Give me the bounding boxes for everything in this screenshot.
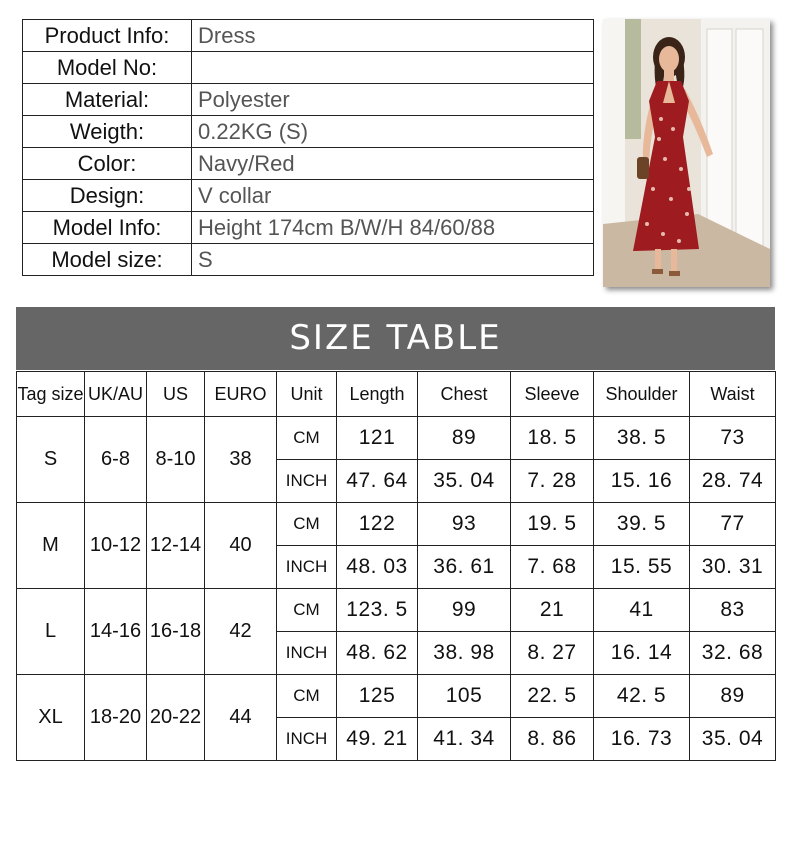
column-header: Sleeve bbox=[511, 372, 594, 417]
waist-cell: 32. 68 bbox=[690, 632, 776, 675]
unit-cell: INCH bbox=[277, 546, 337, 589]
info-value: V collar bbox=[192, 180, 594, 212]
sleeve-cell: 21 bbox=[511, 589, 594, 632]
sleeve-cell: 18. 5 bbox=[511, 417, 594, 460]
shoulder-cell: 16. 73 bbox=[594, 718, 690, 761]
info-label: Model Info: bbox=[23, 212, 192, 244]
unit-cell: INCH bbox=[277, 460, 337, 503]
info-value: Navy/Red bbox=[192, 148, 594, 180]
chest-cell: 36. 61 bbox=[418, 546, 511, 589]
size-table bbox=[16, 371, 776, 761]
us-size-cell: 8-10 bbox=[147, 417, 205, 503]
length-cell: 48. 62 bbox=[337, 632, 418, 675]
waist-cell: 30. 31 bbox=[690, 546, 776, 589]
euro-size-cell: 42 bbox=[205, 589, 277, 675]
chest-cell: 105 bbox=[418, 675, 511, 718]
us-size-cell: 12-14 bbox=[147, 503, 205, 589]
column-header: Unit bbox=[277, 372, 337, 417]
column-header: EURO bbox=[205, 372, 277, 417]
info-value bbox=[192, 52, 594, 84]
product-info-table bbox=[22, 19, 594, 276]
info-value: Height 174cm B/W/H 84/60/88 bbox=[192, 212, 594, 244]
unit-cell: CM bbox=[277, 503, 337, 546]
info-row bbox=[23, 180, 594, 212]
euro-size-cell: 44 bbox=[205, 675, 277, 761]
product-info-body bbox=[23, 20, 594, 276]
info-value: 0.22KG (S) bbox=[192, 116, 594, 148]
sleeve-cell: 7. 28 bbox=[511, 460, 594, 503]
info-label: Design: bbox=[23, 180, 192, 212]
sleeve-cell: 8. 27 bbox=[511, 632, 594, 675]
unit-cell: INCH bbox=[277, 632, 337, 675]
length-cell: 121 bbox=[337, 417, 418, 460]
size-row-cm bbox=[17, 503, 776, 546]
shoulder-cell: 15. 55 bbox=[594, 546, 690, 589]
chest-cell: 41. 34 bbox=[418, 718, 511, 761]
size-row-cm bbox=[17, 417, 776, 460]
unit-cell: INCH bbox=[277, 718, 337, 761]
column-header: Tag size bbox=[17, 372, 85, 417]
waist-cell: 83 bbox=[690, 589, 776, 632]
info-label: Model No: bbox=[23, 52, 192, 84]
info-row bbox=[23, 148, 594, 180]
size-row-cm bbox=[17, 675, 776, 718]
info-value: S bbox=[192, 244, 594, 276]
info-row bbox=[23, 116, 594, 148]
length-cell: 122 bbox=[337, 503, 418, 546]
info-label: Model size: bbox=[23, 244, 192, 276]
waist-cell: 89 bbox=[690, 675, 776, 718]
model-photo bbox=[603, 19, 770, 287]
info-row bbox=[23, 52, 594, 84]
size-table-body bbox=[17, 417, 776, 761]
shoulder-cell: 42. 5 bbox=[594, 675, 690, 718]
tag-size-cell: L bbox=[17, 589, 85, 675]
chest-cell: 89 bbox=[418, 417, 511, 460]
sleeve-cell: 22. 5 bbox=[511, 675, 594, 718]
info-value: Polyester bbox=[192, 84, 594, 116]
chest-cell: 93 bbox=[418, 503, 511, 546]
column-header: Waist bbox=[690, 372, 776, 417]
column-header: Length bbox=[337, 372, 418, 417]
info-label: Product Info: bbox=[23, 20, 192, 52]
info-row bbox=[23, 84, 594, 116]
shoulder-cell: 15. 16 bbox=[594, 460, 690, 503]
length-cell: 48. 03 bbox=[337, 546, 418, 589]
info-label: Weigth: bbox=[23, 116, 192, 148]
unit-cell: CM bbox=[277, 675, 337, 718]
model-photo-illustration bbox=[603, 19, 770, 287]
shoulder-cell: 16. 14 bbox=[594, 632, 690, 675]
info-label: Color: bbox=[23, 148, 192, 180]
info-row bbox=[23, 20, 594, 52]
us-size-cell: 16-18 bbox=[147, 589, 205, 675]
sleeve-cell: 7. 68 bbox=[511, 546, 594, 589]
column-header: UK/AU bbox=[85, 372, 147, 417]
length-cell: 123. 5 bbox=[337, 589, 418, 632]
column-header: Shoulder bbox=[594, 372, 690, 417]
waist-cell: 77 bbox=[690, 503, 776, 546]
shoulder-cell: 38. 5 bbox=[594, 417, 690, 460]
chest-cell: 35. 04 bbox=[418, 460, 511, 503]
shoulder-cell: 41 bbox=[594, 589, 690, 632]
size-table-header-row bbox=[17, 372, 776, 417]
uk-size-cell: 18-20 bbox=[85, 675, 147, 761]
waist-cell: 73 bbox=[690, 417, 776, 460]
unit-cell: CM bbox=[277, 417, 337, 460]
tag-size-cell: M bbox=[17, 503, 85, 589]
info-row bbox=[23, 244, 594, 276]
length-cell: 47. 64 bbox=[337, 460, 418, 503]
info-label: Material: bbox=[23, 84, 192, 116]
uk-size-cell: 6-8 bbox=[85, 417, 147, 503]
shoulder-cell: 39. 5 bbox=[594, 503, 690, 546]
sleeve-cell: 8. 86 bbox=[511, 718, 594, 761]
size-table-title: SIZE TABLE bbox=[16, 307, 775, 370]
uk-size-cell: 10-12 bbox=[85, 503, 147, 589]
info-value: Dress bbox=[192, 20, 594, 52]
us-size-cell: 20-22 bbox=[147, 675, 205, 761]
sleeve-cell: 19. 5 bbox=[511, 503, 594, 546]
waist-cell: 35. 04 bbox=[690, 718, 776, 761]
euro-size-cell: 40 bbox=[205, 503, 277, 589]
length-cell: 125 bbox=[337, 675, 418, 718]
waist-cell: 28. 74 bbox=[690, 460, 776, 503]
uk-size-cell: 14-16 bbox=[85, 589, 147, 675]
chest-cell: 99 bbox=[418, 589, 511, 632]
info-row bbox=[23, 212, 594, 244]
euro-size-cell: 38 bbox=[205, 417, 277, 503]
tag-size-cell: XL bbox=[17, 675, 85, 761]
tag-size-cell: S bbox=[17, 417, 85, 503]
column-header: Chest bbox=[418, 372, 511, 417]
unit-cell: CM bbox=[277, 589, 337, 632]
chest-cell: 38. 98 bbox=[418, 632, 511, 675]
length-cell: 49. 21 bbox=[337, 718, 418, 761]
size-row-cm bbox=[17, 589, 776, 632]
column-header: US bbox=[147, 372, 205, 417]
